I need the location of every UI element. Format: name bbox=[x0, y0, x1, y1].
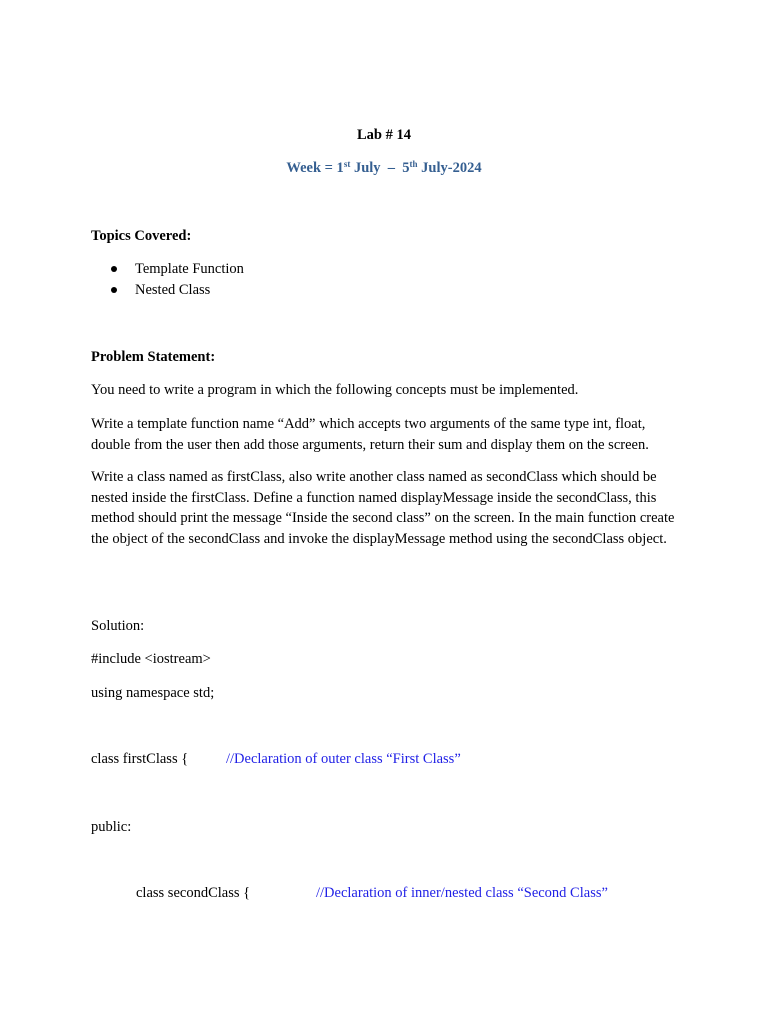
topic-label: Template Function bbox=[135, 261, 244, 277]
week-sup-second: th bbox=[409, 159, 418, 169]
week-middle: July – 5 bbox=[350, 160, 410, 176]
topics-heading: Topics Covered: bbox=[91, 228, 192, 244]
problem-paragraph-nested: Write a class named as firstClass, also write another class named as secondClass which should be nested inside the firstClass. Define a function named displayMessage inside the secondClass, this method should print the message “Inside the second class” on the screen. In the main function create the object of the secondClass and invoke the displayMessage method using the secondClass object. bbox=[91, 469, 675, 548]
week-suffix: July-2024 bbox=[417, 160, 482, 176]
code-public-line: public: bbox=[91, 819, 132, 835]
week-heading bbox=[0, 159, 768, 177]
topics-list bbox=[91, 259, 244, 301]
list-item bbox=[91, 259, 244, 280]
week-prefix: Week = 1 bbox=[286, 160, 344, 176]
code-comment-first-class: //Declaration of outer class “First Class” bbox=[226, 751, 461, 767]
code-class-first: class firstClass { bbox=[91, 751, 189, 767]
week-sup-first: st bbox=[343, 159, 351, 169]
solution-label: Solution: bbox=[91, 618, 145, 634]
topic-label: Nested Class bbox=[135, 282, 211, 298]
code-namespace-line: using namespace std; bbox=[91, 685, 215, 701]
bullet-icon bbox=[111, 266, 117, 272]
lab-title: Lab # 14 bbox=[357, 127, 411, 143]
bullet-icon bbox=[111, 287, 117, 293]
problem-heading: Problem Statement: bbox=[91, 349, 216, 365]
code-class-second: class secondClass { bbox=[136, 885, 251, 901]
code-comment-second-class: //Declaration of inner/nested class “Second Class” bbox=[316, 885, 608, 901]
code-include-line: #include <iostream> bbox=[91, 651, 211, 667]
problem-paragraph-intro: You need to write a program in which the following concepts must be implemented. bbox=[91, 382, 579, 398]
list-item bbox=[91, 280, 244, 301]
problem-paragraph-template: Write a template function name “Add” which accepts two arguments of the same type int, float, double from the user then add those arguments, return their sum and display them on the screen. bbox=[91, 416, 649, 453]
